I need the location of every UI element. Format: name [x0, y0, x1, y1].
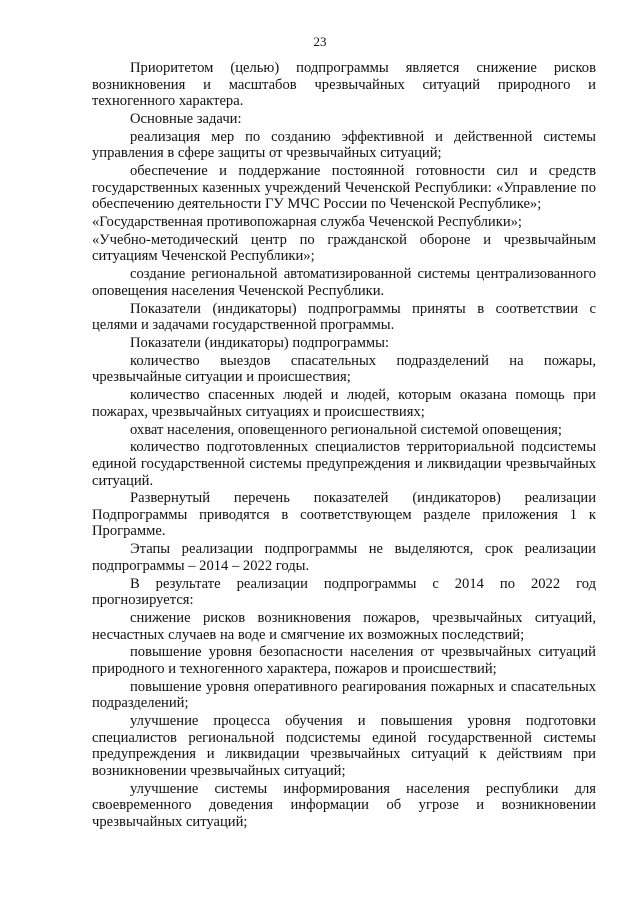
paragraph-indicator-calls: количество выездов спасательных подразделений на пожары, чрезвычайные ситуации и происшествия; [92, 352, 596, 386]
paragraph-main-tasks-heading: Основные задачи: [130, 110, 242, 127]
paragraph-indicators-adopted: Показатели (индикаторы) подпрограммы приняты в соответствии с целями и задачами государственной программы. [92, 300, 596, 334]
paragraph-indicators-heading: Показатели (индикаторы) подпрограммы: [130, 335, 390, 351]
paragraph-task-management-system: реализация мер по созданию эффективной и действенной системы управления в сфере защиты от чрезвычайных ситуаций; [92, 128, 596, 162]
page-number: 23 [313, 34, 327, 49]
paragraph-stages: Этапы реализации подпрограммы не выделяются, срок реализации подпрограммы – 2014 – 2022 годы. [92, 541, 596, 574]
paragraph-result-training: улучшение процесса обучения и повышения уровня подготовки специалистов региональной подсистемы единой государственной системы предупреждения и ликвидации чрезвычайных ситуаций к действиям при возникновении чрезвычайных ситуаций; [92, 713, 596, 779]
paragraph-indicator-specialists: количество подготовленных специалистов территориальной подсистемы единой государственной системы предупреждения и ликвидации чрезвычайных ситуаций. [92, 439, 596, 489]
paragraph-fire-service: «Государственная противопожарная служба Чеченской Республики»; [92, 214, 522, 231]
paragraph-training-center: «Учебно-методический центр по гражданской обороне и чрезвычайным ситуациям Чеченской Республики»; [92, 231, 596, 265]
paragraph-indicator-coverage: охват населения, оповещенного региональной системой оповещения; [130, 421, 562, 438]
paragraph-results-heading: В результате реализации подпрограммы с 2014 по 2022 год прогнозируется: [92, 575, 596, 609]
paragraph-result-response: повышение уровня оперативного реагирования пожарных и спасательных подразделений; [92, 678, 596, 712]
paragraph-priority: Приоритетом (целью) подпрограммы является снижение рисков возникновения и масштабов чрезвычайных ситуаций природного и техногенного характера. [92, 60, 596, 110]
paragraph-warning-system: создание региональной автоматизированной системы централизованного оповещения населения Чеченской Республики. [92, 266, 596, 299]
paragraph-detailed-list: Развернутый перечень показателей (индикаторов) реализации Подпрограммы приводятся в соответствующем разделе приложения 1 к Программе. [92, 490, 596, 540]
paragraph-indicator-rescued: количество спасенных людей и людей, которым оказана помощь при пожарах, чрезвычайных ситуациях и происшествиях; [92, 387, 596, 420]
paragraph-result-informing: улучшение системы информирования населения республики для своевременного доведения информации об угрозе и возникновении чрезвычайных ситуаций; [92, 780, 596, 830]
paragraph-result-risk-reduction: снижение рисков возникновения пожаров, чрезвычайных ситуаций, несчастных случаев на воде и смягчение их возможных последствий; [92, 610, 596, 643]
paragraph-result-safety: повышение уровня безопасности населения от чрезвычайных ситуаций природного и техногенного характера, пожаров и происшествий; [92, 644, 596, 677]
document-body [92, 60, 596, 832]
paragraph-task-readiness: обеспечение и поддержание постоянной готовности сил и средств государственных казенных учреждений Чеченской Республики: «Управление по обеспечению деятельности ГУ МЧС России по Чеченской Республике»; [92, 163, 596, 213]
